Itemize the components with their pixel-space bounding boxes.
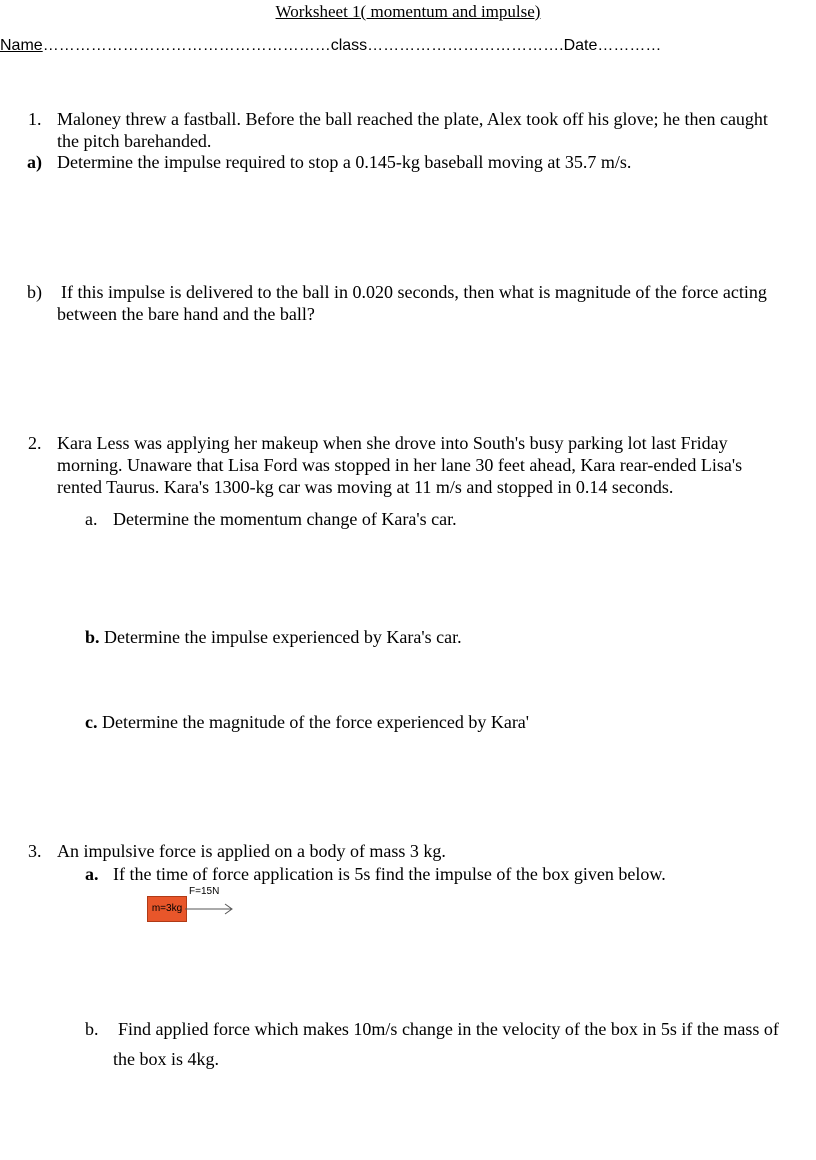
- q2-text-line3: rented Taurus. Kara's 1300-kg car was moving at 11 m/s and stopped in 0.14 seconds.: [57, 477, 674, 497]
- class-fill-dots: ……………………………….: [367, 37, 564, 54]
- q1-number: 1.: [28, 109, 42, 129]
- q3-text-line1: An impulsive force is applied on a body of mass 3 kg.: [57, 841, 446, 861]
- q3a-label: a.: [85, 864, 99, 884]
- force-label: F=15N: [189, 886, 220, 897]
- student-info-line: [0, 37, 661, 55]
- date-fill-dots: …………: [597, 37, 662, 54]
- q1a-text: Determine the impulse required to stop a 0.145-kg baseball moving at 35.7 m/s.: [57, 152, 632, 172]
- q2b-text: Determine the impulse experienced by Kara's car.: [104, 627, 462, 647]
- date-label: Date: [563, 37, 598, 54]
- q1-text-line1: Maloney threw a fastball. Before the ball reached the plate, Alex took off his glove; he then caught: [57, 109, 768, 129]
- q2-text-line1: Kara Less was applying her makeup when she drove into South's busy parking lot last Friday: [57, 433, 728, 453]
- mass-box-label: m=3kg: [151, 903, 183, 914]
- q2c-text: Determine the magnitude of the force experienced by Kara': [102, 712, 530, 732]
- q1b-text-line1: If this impulse is delivered to the ball in 0.020 seconds, then what is magnitude of the force acting: [61, 282, 767, 302]
- q2c-label: c.: [85, 712, 98, 732]
- q3b-label: b.: [85, 1019, 99, 1039]
- q1-text-line2: the pitch barehanded.: [57, 131, 212, 151]
- q2a-label: a.: [85, 509, 98, 529]
- force-box-diagram: [112, 884, 242, 944]
- q3-number: 3.: [28, 841, 42, 861]
- q2c-line: [85, 711, 529, 733]
- q1b-label: b): [27, 282, 42, 302]
- name-fill-dots: ………………………………………………: [42, 37, 331, 54]
- q1a-label: a): [27, 152, 42, 172]
- q3b-text-line1: Find applied force which makes 10m/s change in the velocity of the box in 5s if the mass of: [118, 1019, 779, 1039]
- q2a-text: Determine the momentum change of Kara's car.: [113, 509, 457, 529]
- worksheet-title: Worksheet 1( momentum and impulse): [275, 2, 541, 21]
- q3b-text-line2: the box is 4kg.: [113, 1049, 219, 1069]
- q2-number: 2.: [28, 433, 42, 453]
- mass-box: [147, 896, 187, 922]
- q1b-text-line2: between the bare hand and the ball?: [57, 304, 315, 324]
- q3a-text: If the time of force application is 5s find the impulse of the box given below.: [113, 864, 666, 884]
- q2-text-line2: morning. Unaware that Lisa Ford was stopped in her lane 30 feet ahead, Kara rear-ended Lisa's: [57, 455, 743, 475]
- q2b-line: [85, 626, 462, 648]
- class-label: class: [330, 37, 368, 54]
- name-label: Name: [0, 37, 43, 54]
- force-arrow-icon: [185, 902, 235, 916]
- q2b-label: b.: [85, 627, 100, 647]
